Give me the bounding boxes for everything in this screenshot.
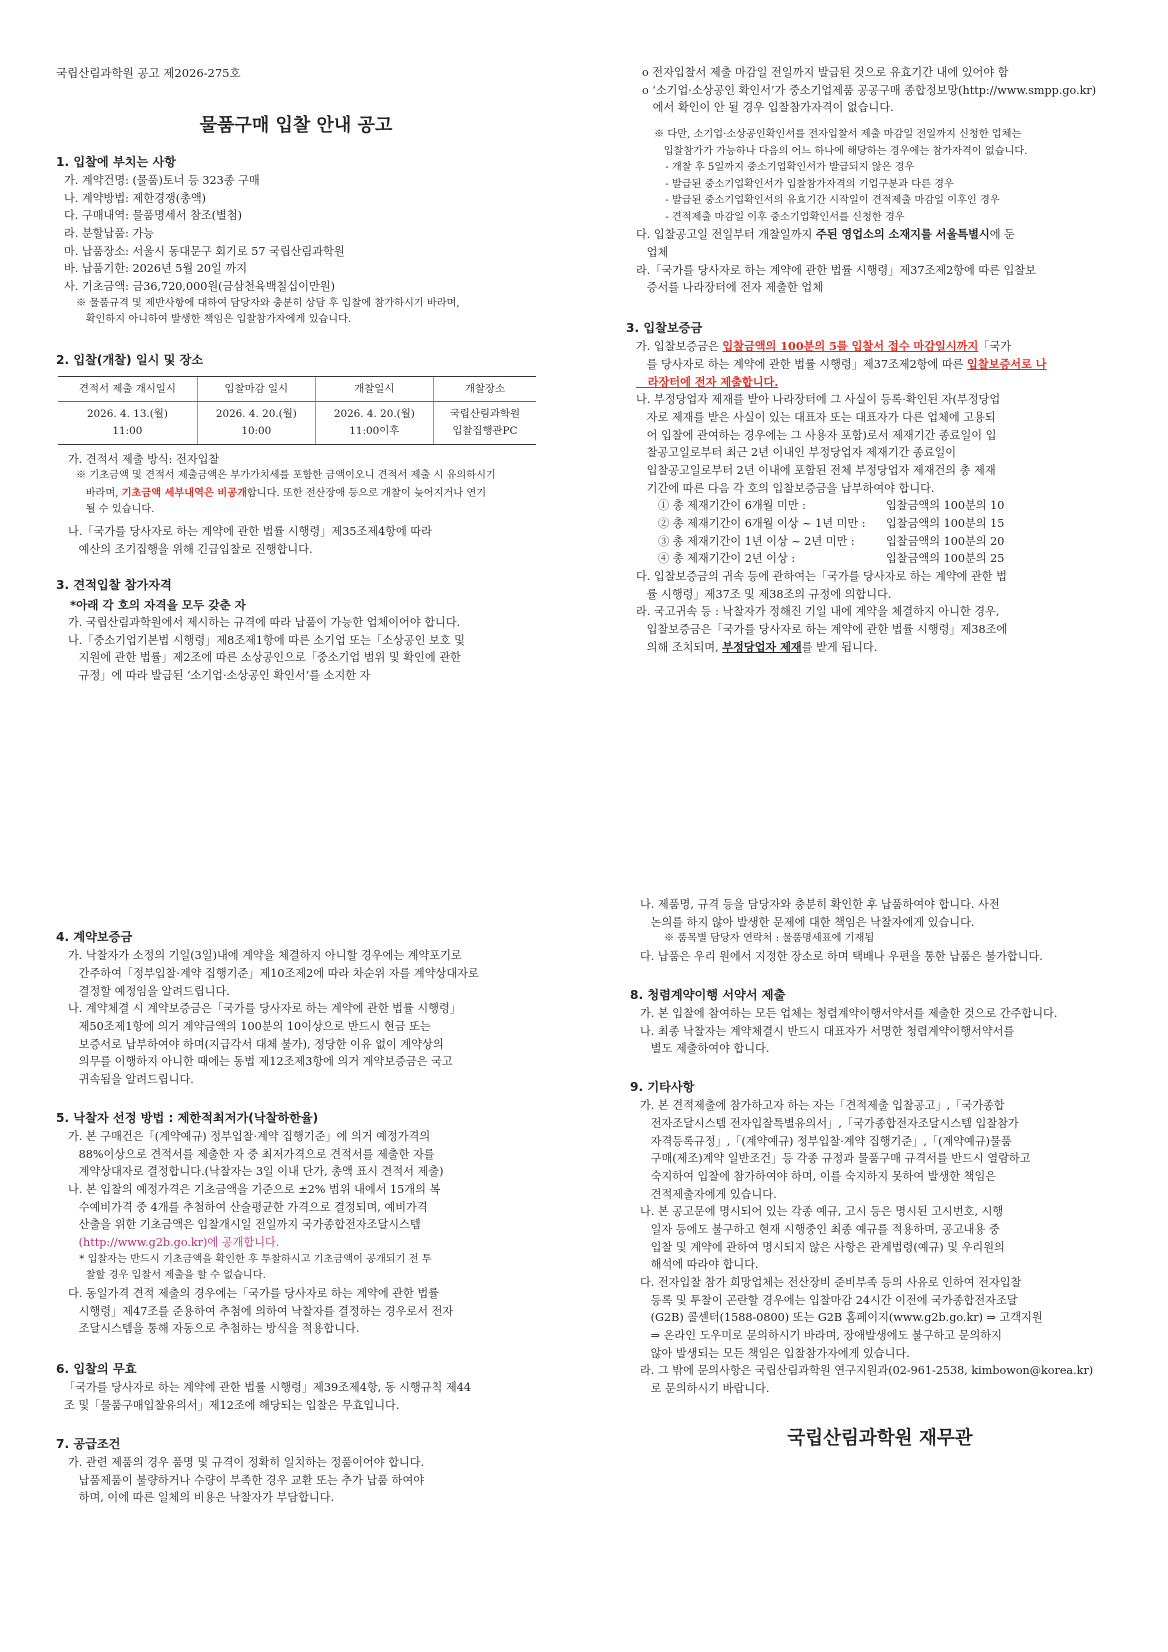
top-right-column <box>626 64 1116 657</box>
s3-da-b: 주된 영업소의 소재지를 서울특별시 <box>815 227 990 242</box>
s1-item: 다. 구매내역: 물품명세서 참조(별첨) <box>64 209 243 223</box>
s2-note-red: 기초금액 세부내역은 비공개 <box>121 486 247 499</box>
s3b-ra-a: 라. 국고귀속 등 : 낙찰자가 정해진 기일 내에 계약을 체결하지 아니한 경우, 입찰보증금은「국가를 당사자로 하는 계약에 관한 법률 시행령」제38조에 의해 조치되며, <box>636 605 1008 654</box>
s3b-ga-red1: 입찰금액의 100분의 5를 입찰서 접수 마감일시까지 <box>722 339 979 354</box>
s9-da: 다. 전자입찰 참가 희망업체는 전산장비 준비부족 등의 사유로 인하여 전자입찰 등록 및 투찰이 곤란할 경우에는 입찰마감 24시간 이전에 국가종합전자조달 (G2B) 콜센터(1588-0800) 또는 G2B 홈페이지(www.g2b.go.kr) ⇒ 고객지원 ⇒ 온라인 도우미로 문의하시기 바라며, 장애발생에도 불구하고 문의하지 않아 발생되는 모든 책임은 입찰참가자에게 있습니다. <box>640 1276 1043 1360</box>
s1-item: 바. 납품기한: 2026년 5월 20일 까지 <box>64 262 248 276</box>
s3b-list-value: 입찰금액의 100분의 15 <box>886 517 1005 531</box>
s3b-list-item <box>658 497 1116 515</box>
section-6-heading: 6. 입찰의 무효 <box>56 1361 137 1376</box>
bottom-right-column <box>630 896 1120 1453</box>
s3b-list-label: ④ 총 제재기간이 2년 이상 : <box>658 552 796 566</box>
s3b-ga <box>636 338 1116 391</box>
s3b-list-item <box>658 515 1116 533</box>
page-title: 물품구매 입찰 안내 공고 <box>199 115 393 137</box>
s5-na-link: (http://www.g2b.go.kr)에 공개합니다. <box>78 1236 280 1250</box>
s3b-list-value: 입찰금액의 100분의 25 <box>886 552 1005 566</box>
s2-item-na: 나.「국가를 당사자로 하는 계약에 관한 법률 시행령」제35조제4항에 따라 예산의 조기집행을 위해 긴급입찰로 진행합니다. <box>68 524 432 556</box>
s7-cont-note: ※ 품목별 담당자 연락처 : 물품명세표에 기재됨 <box>664 933 875 945</box>
top-left-column <box>56 64 536 685</box>
s3b-na: 나. 부정당업자 제재를 받아 나라장터에 그 사실이 등록·확인된 자(부정당업 자로 제재를 받은 사실이 있는 대표자 또는 대표자가 다른 업체에 고용되 어 입찰에 관여하는 경우에는 그 사용자 포함)로서 제재기간 종료일이 입 찰공고일로부터 최근 2년 이내인 부정당업자 제재기간 종료일이 입찰공고일로부터 2년 이내에 포함된 전체 부정당업자 제재건의 총 제재 기간에 따른 다음 각 호의 입찰보증금을 납부하여야 합니다. <box>636 393 1001 495</box>
s3-cont-note: ※ 다만, 소기업·소상공인확인서를 전자입찰서 제출 마감일 전일까지 신청한 업체는 입찰참가가 가능하나 다음의 어느 하나에 해당하는 경우에는 참가자격이 없습니다. <box>654 129 1028 157</box>
s3b-list-item <box>658 550 1116 568</box>
table-cell: 국립산림과학원 입찰집행관PC <box>433 402 536 444</box>
section-3b-heading: 3. 입찰보증금 <box>626 320 703 335</box>
s8-na: 나. 최종 낙찰자는 계약체결시 반드시 대표자가 서명한 청렴계약이행서약서를 별도 제출하여야 합니다. <box>640 1024 1015 1056</box>
section-4-heading: 4. 계약보증금 <box>56 930 133 944</box>
table-header: 개찰일시 <box>315 376 433 401</box>
bottom-left-column <box>56 928 536 1507</box>
s3-da-c: 에 둔 업체 <box>646 228 1015 259</box>
section-1-items <box>64 172 536 329</box>
s9-na: 나. 본 공고문에 명시되어 있는 각종 예규, 고시 등은 명시된 고시번호, 시행 일자 등에도 불구하고 현재 시행중인 최종 예규를 적용하며, 공고내용 중 입찰 및 계약에 관하여 명시되지 않은 사항은 관계법령(예규) 및 우리원의 해석에 따라야 합니다. <box>640 1205 1005 1272</box>
s3b-ga-b: 「국가 를 당사자로 하는 계약에 관한 법률 시행령」제37조제2항에 따른 <box>646 340 1012 371</box>
s1-item: 사. 기초금액: 금36,720,000원(금삼천육백칠십이만원) <box>64 279 335 293</box>
s3b-list-label: ② 총 제재기간이 6개월 이상 ~ 1년 미만 : <box>658 517 866 531</box>
s2-note <box>76 468 536 519</box>
section-8-heading: 8. 청렴계약이행 서약서 제출 <box>630 987 786 1002</box>
s3b-da: 다. 입찰보증금의 귀속 등에 관하여는「국가를 당사자로 하는 계약에 관한 법 률 시행령」제37조 및 제38조의 규정에 의합니다. <box>636 570 1007 601</box>
s3b-list-label: ③ 총 제재기간이 1년 이상 ~ 2년 미만 : <box>658 534 855 548</box>
section-9-heading: 9. 기타사항 <box>630 1079 695 1094</box>
table-cell: 2026. 4. 20.(월) 10:00 <box>197 402 315 444</box>
s3-item-ga: 가. 국립산림과학원에서 제시하는 규격에 따라 납품이 가능한 업체이어야 합니다. <box>68 615 461 629</box>
section-3-heading: 3. 견적입찰 참가자격 <box>56 578 172 593</box>
table-header: 입찰마감 일시 <box>197 376 315 401</box>
s2-note-a: ※ 기초금액 및 견적서 제출금액은 부가가치세를 포함한 금액이오니 견적서 제출 시 유의하시기 바라며, <box>76 470 496 499</box>
s9-ga: 가. 본 견적제출에 참가하고자 하는 자는「견적제출 입찰공고」,「국가종합 전자조달시스템 전자입찰특별유의서」,「국가종합전자조달시스템 입찰참가 자격등록규정」,「(계약예규) 정부입찰·계약 집행기준」,「(계약예규)물품 구매(제조)계약 일반조건」등 각종 규정과 물품구매 규격서를 반드시 열람하고 숙지하여 입찰에 참가하여야 하며, 이를 숙지하지 못하여 발생한 책임은 견적제출자에게 있습니다. <box>640 1099 1031 1201</box>
section-2-heading: 2. 입찰(개찰) 일시 및 장소 <box>56 352 204 367</box>
s3b-list-value: 입찰금액의 100분의 20 <box>886 534 1005 548</box>
issuer-signature: 국립산림과학원 재무관 <box>787 1427 973 1449</box>
s3b-ga-red2: 입찰보증서로 나 라장터에 전자 제출합니다. <box>647 356 1047 389</box>
s3-cont-o1: o 전자입찰서 제출 마감일 전일까지 발급된 것으로 유효기간 내에 있어야 함 <box>642 66 1009 79</box>
table-header: 견적서 제출 개시일시 <box>58 376 197 401</box>
table-header: 개찰장소 <box>433 376 536 401</box>
s1-note: ※ 물품규격 및 제반사항에 대하여 담당자와 충분히 상담 후 입찰에 참가하시기 바라며, 확인하지 아니하여 발생한 책임은 입찰참가자에게 있습니다. <box>76 297 460 326</box>
s4-na: 나. 계약체결 시 계약보증금은「국가를 당사자로 하는 계약에 관한 법률 시행령」 제50조제1항에 의거 계약금액의 100분의 10이상으로 반드시 현금 또는 보증서로 납부하여야 하며(지급각서 대체 불가), 정당한 이유 없이 계약상의 의무를 이행하지 아니한 때에는 동법 제12조제3항에 의거 계약보증금은 국고 귀속됨을 알려드립니다. <box>68 1002 461 1087</box>
s1-item: 마. 납품장소: 서울시 동대문구 회기로 57 국립산림과학원 <box>64 244 345 258</box>
notice-number: 국립산림과학원 공고 제2026-275호 <box>56 66 241 80</box>
section-3-sub: *아래 각 호의 자격을 모두 갖춘 자 <box>70 597 246 612</box>
s1-item: 나. 계약방법: 제한경쟁(총액) <box>64 191 207 205</box>
s5-note: * 입찰자는 반드시 기초금액을 확인한 후 투찰하시고 기초금액이 공개되기 전 투 찰할 경우 입찰서 제출을 할 수 없습니다. <box>79 1253 432 1282</box>
s3-cont-item-da <box>636 226 1116 261</box>
section-7-heading: 7. 공급조건 <box>56 1436 121 1451</box>
s3b-ga-a: 가. 입찰보증금은 <box>636 340 723 354</box>
s3b-list-value: 입찰금액의 100분의 10 <box>886 499 1005 513</box>
s3b-ra-b: 를 받게 됩니다. <box>801 640 878 654</box>
s7-cont-na: 나. 제품명, 규격 등을 담당자와 충분히 확인한 후 납품하여야 합니다. 사전 논의를 하지 않아 발생한 문제에 대한 책임은 낙찰자에게 있습니다. <box>640 898 1000 929</box>
s3-cont-dash: - 발급된 중소기업확인서의 유효기간 시작일이 견적제출 마감일 이후인 경우 <box>662 195 1000 207</box>
s3b-ra-bu: 부정당업자 제재 <box>722 639 802 654</box>
table-cell: 2026. 4. 13.(월) 11:00 <box>58 402 197 444</box>
s5-na-a: 나. 본 입찰의 예정가격은 기초금액을 기준으로 ±2% 범위 내에서 15개의 복 수예비가격 중 4개를 추첨하여 산술평균한 가격으로 결정되며, 예비가격 산출을 위한 기초금액은 입찰개시일 전일까지 국가종합전자조달시스템 <box>68 1183 441 1232</box>
section-5-heading: 5. 낙찰자 선정 방법 : 제한적최저가(낙찰하한율) <box>56 1110 319 1125</box>
s3-da-a: 다. 입찰공고일 전일부터 개찰일까지 <box>636 228 816 242</box>
s3-cont-o2: o ‘소기업·소상공인 확인서’가 중소기업제품 공공구매 종합정보망(http://www.smpp.go.kr) 에서 확인이 안 될 경우 입찰참가자격이 없습니다. <box>642 83 1097 115</box>
s7-ga: 가. 관련 제품의 경우 품명 및 규격이 정확히 일치하는 정품이어야 합니다. 납품제품이 불량하거나 수량이 부족한 경우 교환 또는 추가 납품 하여야 하며, 이에 따른 일체의 비용은 낙찰자가 부담합니다. <box>68 1455 425 1505</box>
s4-ga: 가. 낙찰자가 소정의 기일(3일)내에 계약을 체결하지 아니할 경우에는 계약포기로 간주하여「정부입찰·계약 집행기준」제10조제2에 따라 차순위 자를 계약상대자로 결정할 예정임을 알려드립니다. <box>68 949 479 998</box>
s3b-list-label: ① 총 제재기간이 6개월 미만 : <box>658 499 806 513</box>
s9-ra: 라. 그 밖에 문의사항은 국립산림과학원 연구지원과(02-961-2538, kimbowon@korea.kr) 로 문의하시기 바랍니다. <box>640 1364 1094 1396</box>
schedule-table <box>58 376 536 445</box>
s7-cont-da: 다. 납품은 우리 원에서 지정한 장소로 하며 택배나 우편을 통한 납품은 불가합니다. <box>640 949 1043 963</box>
s3-cont-dash: - 발급된 중소기업확인서가 입찰참가자격의 기업구분과 다른 경우 <box>662 178 954 190</box>
s6-body: 「국가를 당사자로 하는 계약에 관한 법률 시행령」제39조제4항, 동 시행규칙 제44 조 및「물품구매입찰유의서」제12조에 해당되는 입찰은 무효입니다. <box>64 1381 471 1412</box>
s2-method: 가. 견적서 제출 방식: 전자입찰 <box>68 452 220 466</box>
s1-item: 라. 분할납품: 가능 <box>64 226 155 240</box>
s3b-list-item <box>658 533 1116 551</box>
s5-da: 다. 동일가격 견적 제출의 경우에는「국가를 당사자로 하는 계약에 관한 법률 시행령」제47조를 준용하여 추첨에 의하여 낙찰자를 결정하는 경우로서 전자 조달시스템을 통해 자동으로 추첨하는 방식을 적용합니다. <box>68 1286 454 1336</box>
s8-ga: 가. 본 입찰에 참여하는 모든 업체는 청렴계약이행서약서를 제출한 것으로 간주합니다. <box>640 1006 1058 1020</box>
s3-item-na: 나.「중소기업기본법 시행령」제8조제1항에 따른 소기업 또는「소상공인 보호 및 지원에 관한 법률」제2조에 따른 소상공인으로「중소기업 범위 및 확인에 관한 규정」에 따라 발급된 ‘소기업·소상공인 확인서’를 소지한 자 <box>68 633 465 682</box>
table-cell: 2026. 4. 20.(월) 11:00이후 <box>315 402 433 444</box>
s3-cont-dash: - 개찰 후 5일까지 중소기업확인서가 발급되지 않은 경우 <box>662 162 915 174</box>
s5-na <box>68 1181 536 1252</box>
s3b-ra <box>636 603 1116 656</box>
section-1-heading: 1. 입찰에 부치는 사항 <box>56 154 177 169</box>
s3-cont-item-ra: 라.「국가를 당사자로 하는 계약에 관한 법률 시행령」제37조제2항에 따른 입찰보 증서를 나라장터에 전자 제출한 업체 <box>636 263 1036 295</box>
s3-cont-dash: - 견적제출 마감일 이후 중소기업확인서를 신청한 경우 <box>662 211 905 223</box>
s5-ga: 가. 본 구매건은「(계약예규) 정부입찰·계약 집행기준」에 의거 예정가격의 88%이상으로 견적서를 제출한 자 중 최저가격으로 견적서를 제출한 자를 계약상대자로 결정합니다.(낙찰자는 3일 이내 단가, 총액 표시 견적서 제출) <box>68 1130 444 1179</box>
s2-note-b: 합니다. 또한 전산장애 등으로 개찰이 늦어지거나 연기 될 수 있습니다. <box>85 487 487 516</box>
s1-item: 가. 계약건명: (물품)토너 등 323종 구매 <box>64 173 260 187</box>
